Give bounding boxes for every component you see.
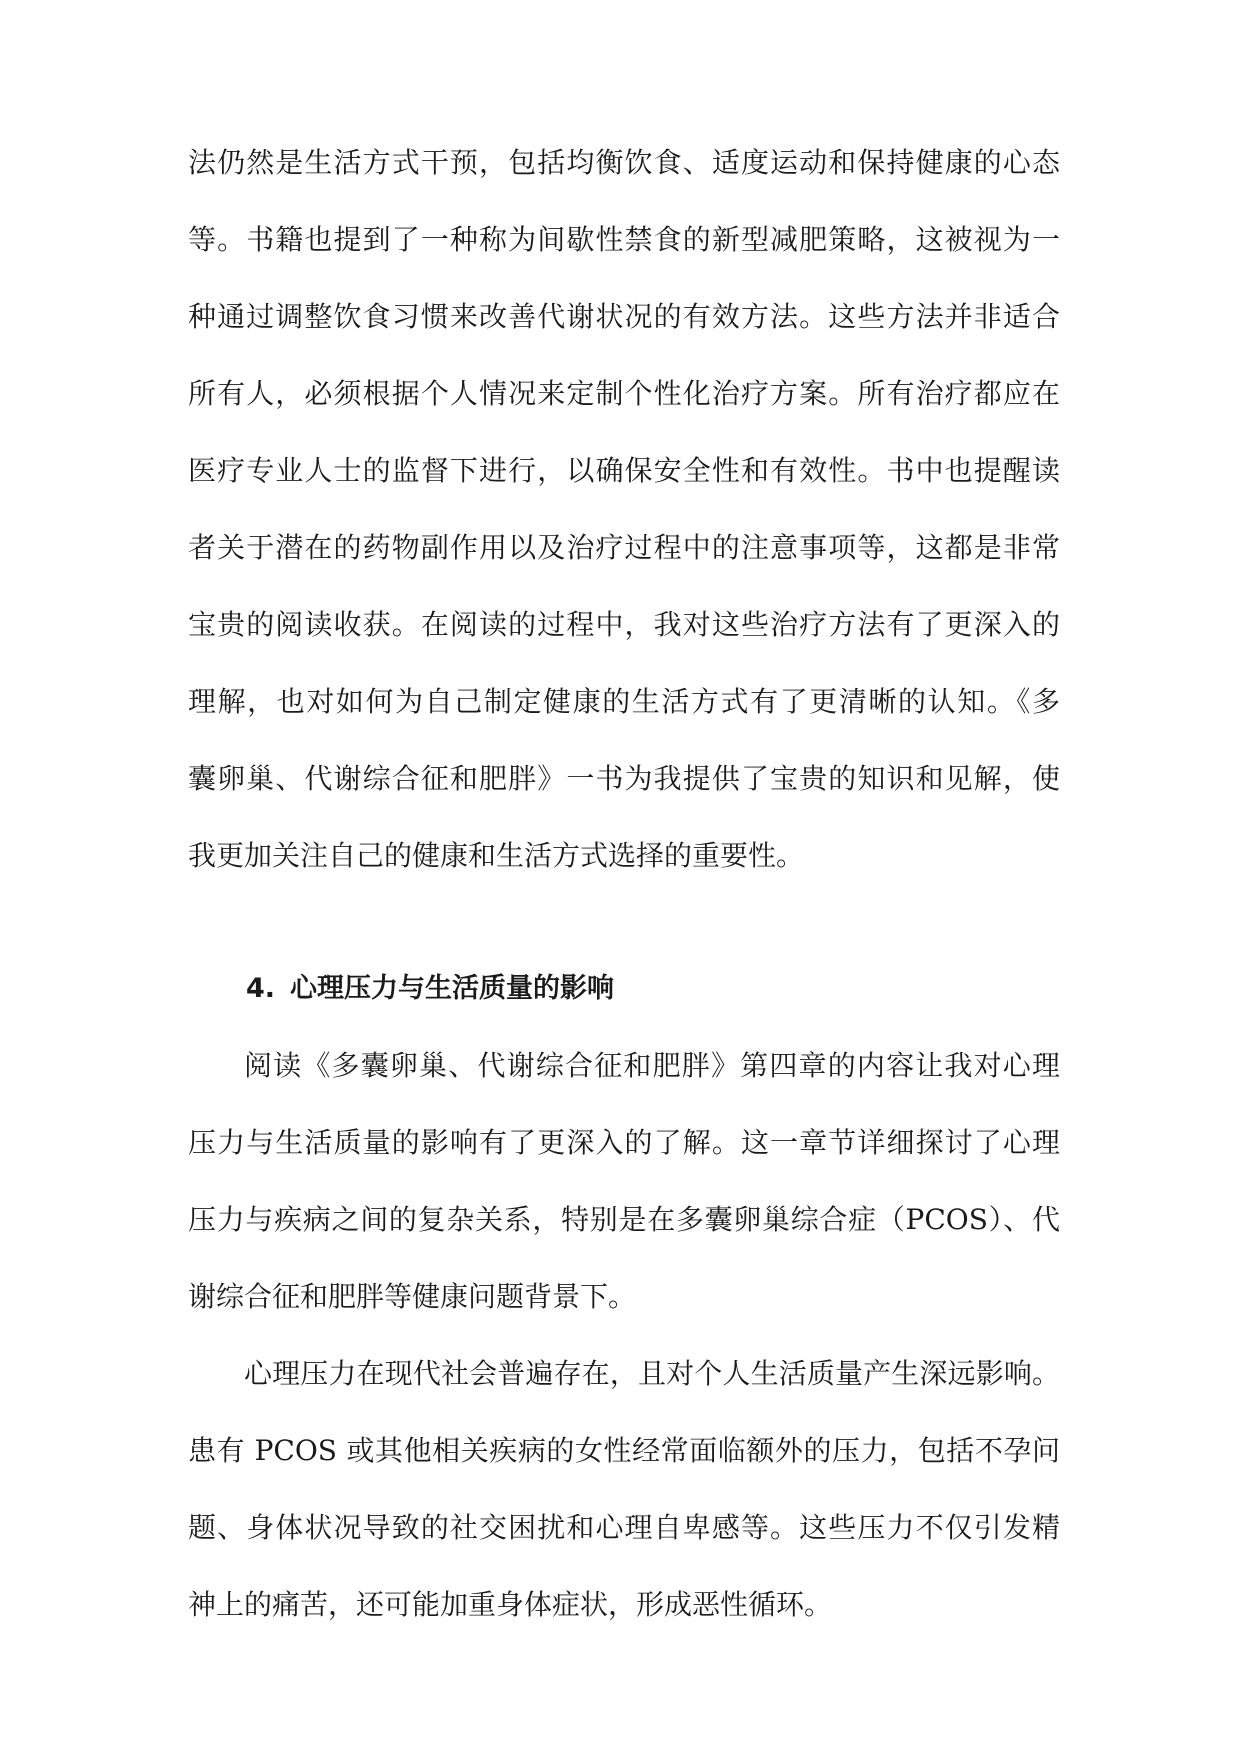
text-line: 等。书籍也提到了一种称为间歇性禁食的新型减肥策略，这被视为一 xyxy=(188,223,1060,256)
text-line: 理解，也对如何为自己制定健康的生活方式有了更清晰的认知。《多 xyxy=(188,685,1060,718)
text-line: 所有人，必须根据个人情况来定制个性化治疗方案。所有治疗都应在 xyxy=(188,377,1060,410)
paragraph-continued xyxy=(188,138,1060,908)
section-number: 4. xyxy=(246,973,276,1004)
text-line: 种通过调整饮食习惯来改善代谢状况的有效方法。这些方法并非适合 xyxy=(188,300,1060,333)
section-title: 心理压力与生活质量的影响 xyxy=(290,973,614,1004)
text-line: 者关于潜在的药物副作用以及治疗过程中的注意事项等，这都是非常 xyxy=(188,531,1060,564)
text-line: 压力与疾病之间的复杂关系，特别是在多囊卵巢综合症（PCOS）、代 xyxy=(188,1203,1060,1236)
text-line: 神上的痛苦，还可能加重身体症状，形成恶性循环。 xyxy=(188,1588,833,1621)
section-paragraph-2 xyxy=(188,1349,1060,1657)
section-paragraph-1 xyxy=(188,1041,1060,1349)
text-line: 心理压力在现代社会普遍存在，且对个人生活质量产生深远影响。 xyxy=(244,1357,1060,1390)
page-content xyxy=(188,138,1060,1657)
text-line: 谢综合征和肥胖等健康问题背景下。 xyxy=(188,1280,637,1313)
text-line: 我更加关注自己的健康和生活方式选择的重要性。 xyxy=(188,839,805,872)
spacer xyxy=(188,908,1060,964)
text-line: 医疗专业人士的监督下进行，以确保安全性和有效性。书中也提醒读 xyxy=(188,454,1060,487)
text-line: 法仍然是生活方式干预，包括均衡饮食、适度运动和保持健康的心态 xyxy=(188,146,1060,179)
section-heading xyxy=(188,964,1060,1041)
text-line: 宝贵的阅读收获。在阅读的过程中，我对这些治疗方法有了更深入的 xyxy=(188,608,1060,641)
text-line: 压力与生活质量的影响有了更深入的了解。这一章节详细探讨了心理 xyxy=(188,1126,1060,1159)
text-line: 题、身体状况导致的社交困扰和心理自卑感等。这些压力不仅引发精 xyxy=(188,1511,1060,1544)
text-line: 阅读《多囊卵巢、代谢综合征和肥胖》第四章的内容让我对心理 xyxy=(244,1049,1060,1082)
text-line: 囊卵巢、代谢综合征和肥胖》一书为我提供了宝贵的知识和见解，使 xyxy=(188,762,1060,795)
text-line: 患有 PCOS 或其他相关疾病的女性经常面临额外的压力，包括不孕问 xyxy=(188,1434,1060,1467)
